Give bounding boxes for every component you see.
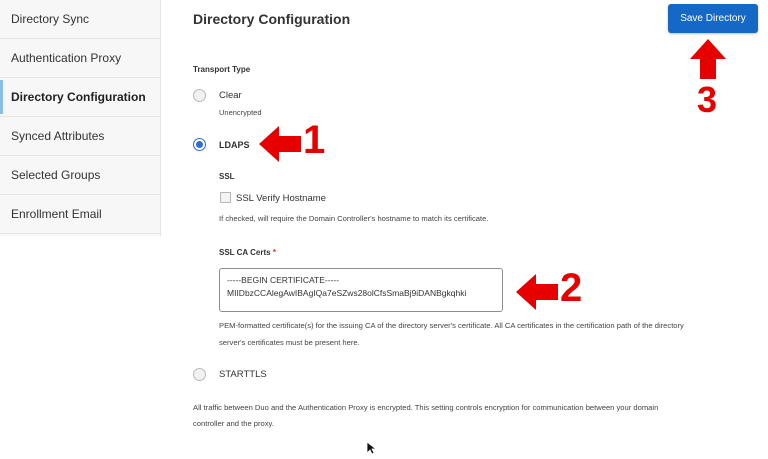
ca-cert-line: -----BEGIN CERTIFICATE----- xyxy=(227,275,340,285)
ldaps-radio[interactable] xyxy=(193,138,206,151)
ssl-verify-hostname-help: If checked, will require the Domain Controller's hostname to match its certificate. xyxy=(219,214,489,223)
clear-radio[interactable] xyxy=(193,89,206,102)
sidebar-item-label: Directory Configuration xyxy=(11,90,146,104)
transport-footnote-line2: controller and the proxy. xyxy=(193,419,274,428)
settings-sidebar xyxy=(0,0,161,236)
sidebar-item-authentication-proxy[interactable] xyxy=(0,39,160,78)
annotation-number-3: 3 xyxy=(697,79,718,120)
transport-type-label: Transport Type xyxy=(193,65,251,74)
annotation-number-2: 2 xyxy=(560,266,583,310)
required-asterisk: * xyxy=(272,248,276,257)
annotation-arrow-left-icon xyxy=(516,272,560,312)
sidebar-item-label: Selected Groups xyxy=(11,168,101,182)
ssl-ca-certs-textarea[interactable] xyxy=(219,268,503,312)
sidebar-item-label: Authentication Proxy xyxy=(11,51,122,65)
sidebar-item-directory-sync[interactable] xyxy=(0,0,160,39)
mouse-cursor-icon xyxy=(366,441,376,455)
annotation-arrow-up-icon xyxy=(688,39,728,79)
annotation-number-1: 1 xyxy=(303,118,326,162)
ssl-ca-certs-help-line1: PEM-formatted certificate(s) for the issuing CA of the directory server's certificate. All CA certificates in the certification path of the directory xyxy=(219,321,684,330)
transport-footnote-line1: All traffic between Duo and the Authentication Proxy is encrypted. This setting controls encryption for communication between your domain xyxy=(193,403,659,412)
ssl-verify-hostname-label: SSL Verify Hostname xyxy=(236,193,326,204)
starttls-radio[interactable] xyxy=(193,368,206,381)
ssl-ca-certs-help-line2: server's certificates must be present here. xyxy=(219,338,360,347)
ldaps-option-label: LDAPS xyxy=(219,140,250,150)
page-title: Directory Configuration xyxy=(193,11,351,27)
ca-cert-line: MIIDbzCCAlegAwIBAgIQa7eSZws28olCfsSmaBj9iDANBgkqhki xyxy=(227,288,467,298)
annotation-arrow-left-icon xyxy=(259,124,303,164)
sidebar-item-directory-configuration[interactable] xyxy=(0,78,160,117)
clear-option-sublabel: Unencrypted xyxy=(219,108,262,117)
sidebar-item-label: Synced Attributes xyxy=(11,129,105,143)
ssl-ca-certs-label xyxy=(219,248,276,257)
sidebar-item-label: Enrollment Email xyxy=(11,207,102,221)
ssl-section-label: SSL xyxy=(219,172,235,181)
sidebar-item-enrollment-email[interactable] xyxy=(0,195,160,234)
sidebar-item-label: Directory Sync xyxy=(11,12,90,26)
ssl-ca-certs-label-text: SSL CA Certs xyxy=(219,248,271,257)
sidebar-item-synced-attributes[interactable] xyxy=(0,117,160,156)
starttls-option-label: STARTTLS xyxy=(219,369,267,380)
ssl-verify-hostname-checkbox[interactable] xyxy=(220,192,231,203)
save-directory-button[interactable]: Save Directory xyxy=(668,4,758,33)
sidebar-item-selected-groups[interactable] xyxy=(0,156,160,195)
clear-option-label: Clear xyxy=(219,90,242,101)
